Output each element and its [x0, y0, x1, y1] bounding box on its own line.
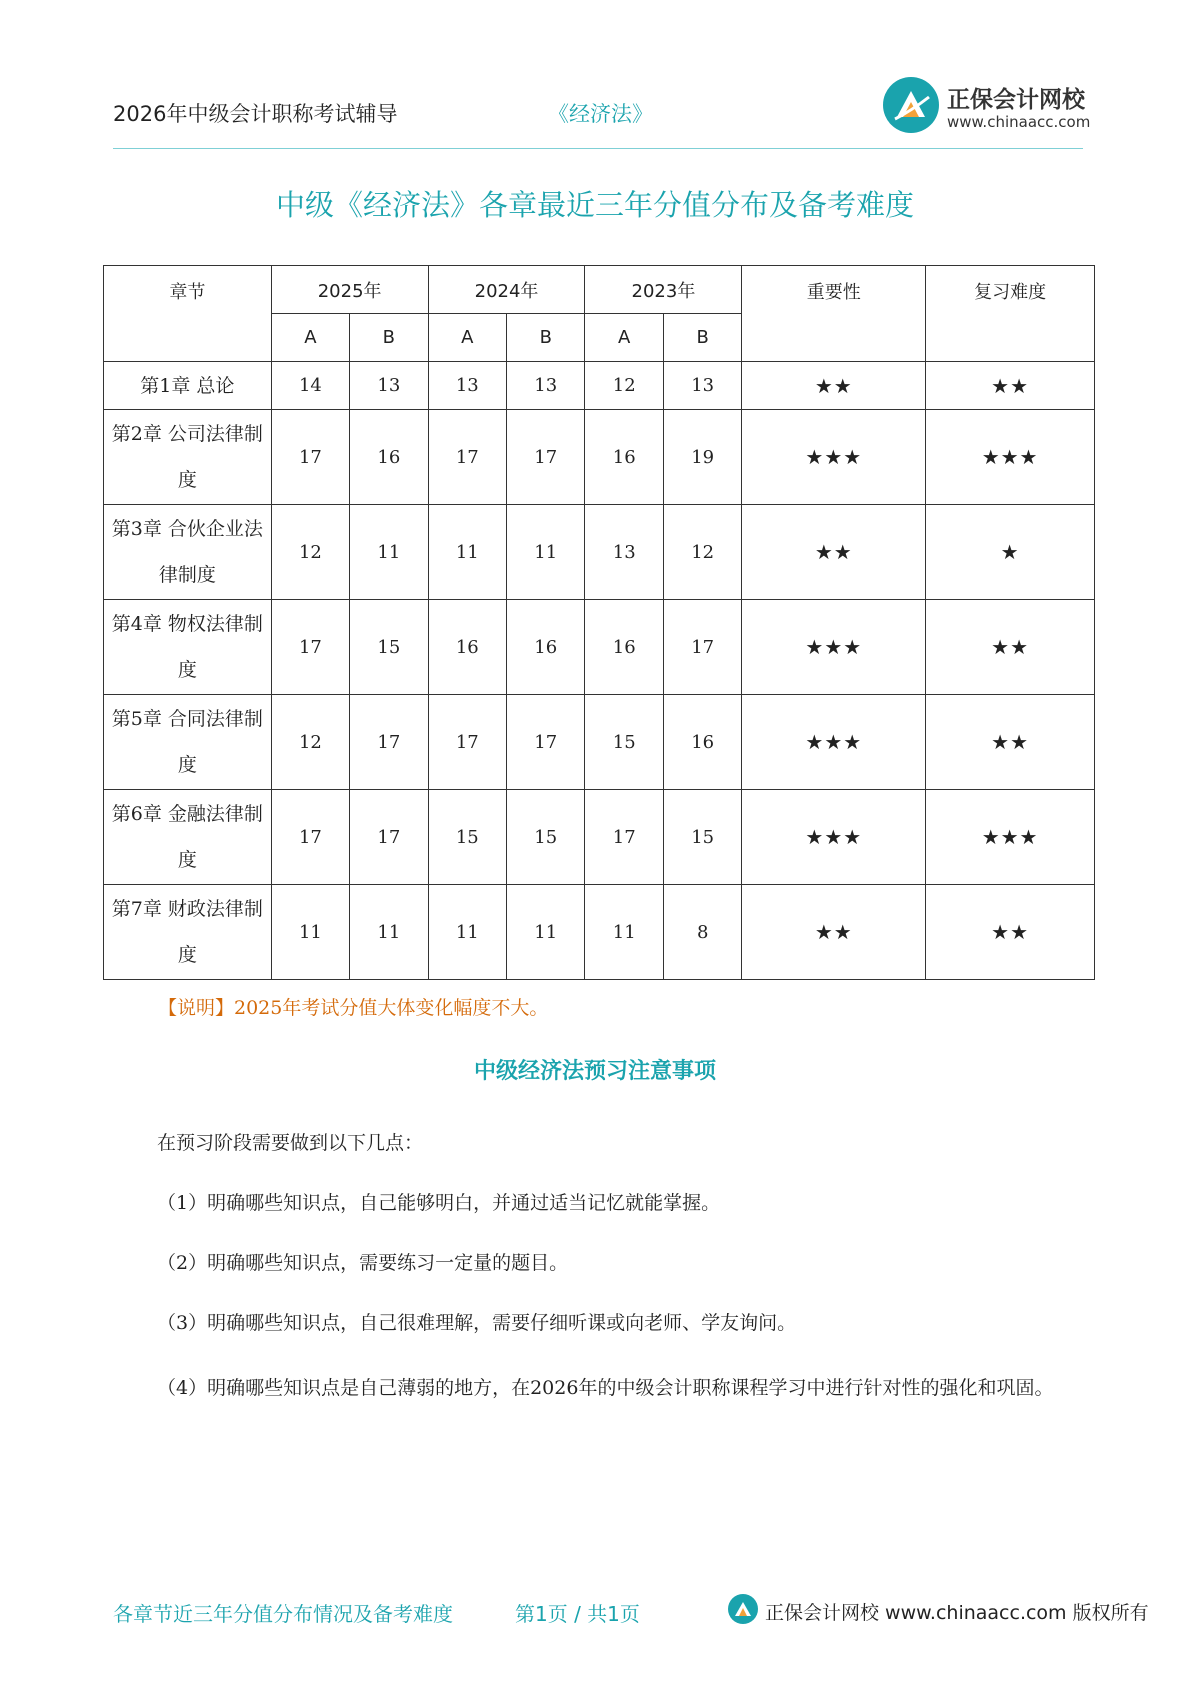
score-cell: 17 [428, 410, 506, 505]
score-cell: 8 [663, 885, 741, 980]
logo-mark-icon [883, 77, 939, 133]
difficulty-stars: ★★ [926, 885, 1095, 980]
score-cell: 12 [585, 362, 663, 410]
importance-stars: ★★ [742, 362, 926, 410]
score-cell: 15 [585, 695, 663, 790]
score-cell: 15 [350, 600, 428, 695]
chapter-cell: 第7章 财政法律制度 [104, 885, 272, 980]
table-row [104, 790, 1095, 885]
header-year-2025: 2025年 [271, 266, 428, 314]
point-4: （4）明确哪些知识点是自己薄弱的地方，在2026年的中级会计职称课程学习中进行针对性的强化和巩固。 [157, 1377, 1054, 1399]
difficulty-stars: ★★ [926, 695, 1095, 790]
score-cell: 17 [271, 600, 349, 695]
table-row [104, 600, 1095, 695]
difficulty-stars: ★★ [926, 600, 1095, 695]
header-title: 2026年中级会计职称考试辅导 [113, 102, 398, 126]
header-importance: 重要性 [742, 266, 926, 362]
footer-logo-icon [728, 1594, 758, 1624]
difficulty-stars: ★★★ [926, 410, 1095, 505]
score-cell: 15 [663, 790, 741, 885]
score-cell: 17 [507, 410, 585, 505]
score-cell: 11 [271, 885, 349, 980]
score-cell: 16 [428, 600, 506, 695]
header-year-2024: 2024年 [428, 266, 585, 314]
score-cell: 17 [663, 600, 741, 695]
chapter-cell: 第5章 合同法律制度 [104, 695, 272, 790]
score-cell: 13 [350, 362, 428, 410]
header-year-2023: 2023年 [585, 266, 742, 314]
logo-url: www.chinaacc.com [947, 113, 1091, 131]
table-row [104, 362, 1095, 410]
score-cell: 16 [663, 695, 741, 790]
score-cell: 16 [585, 600, 663, 695]
subheader-a: A [428, 314, 506, 362]
table-row [104, 885, 1095, 980]
subheader-b: B [507, 314, 585, 362]
footer-page-number: 第1页 / 共1页 [515, 1602, 640, 1626]
score-cell: 13 [585, 505, 663, 600]
difficulty-stars: ★★ [926, 362, 1095, 410]
chapter-cell: 第6章 金融法律制度 [104, 790, 272, 885]
score-cell: 13 [663, 362, 741, 410]
score-cell: 17 [585, 790, 663, 885]
subheader-b: B [663, 314, 741, 362]
subheader-a: A [585, 314, 663, 362]
score-cell: 15 [428, 790, 506, 885]
table-row [104, 410, 1095, 505]
score-cell: 13 [507, 362, 585, 410]
score-cell: 17 [271, 790, 349, 885]
score-table [103, 265, 1095, 980]
difficulty-stars: ★ [926, 505, 1095, 600]
subheader-b: B [350, 314, 428, 362]
subheader-a: A [271, 314, 349, 362]
importance-stars: ★★★ [742, 695, 926, 790]
score-cell: 16 [507, 600, 585, 695]
score-cell: 12 [663, 505, 741, 600]
score-cell: 11 [350, 885, 428, 980]
header-chapter: 章节 [104, 266, 272, 362]
chapter-cell: 第4章 物权法律制度 [104, 600, 272, 695]
importance-stars: ★★★ [742, 790, 926, 885]
score-cell: 17 [350, 695, 428, 790]
page-footer [113, 1590, 1149, 1630]
score-cell: 17 [507, 695, 585, 790]
header-difficulty: 复习难度 [926, 266, 1095, 362]
point-3: （3）明确哪些知识点，自己很难理解，需要仔细听课或向老师、学友询问。 [157, 1312, 797, 1334]
brand-logo [883, 75, 1091, 135]
chapter-cell: 第2章 公司法律制度 [104, 410, 272, 505]
score-cell: 11 [507, 505, 585, 600]
score-cell: 11 [428, 885, 506, 980]
score-cell: 15 [507, 790, 585, 885]
score-cell: 17 [271, 410, 349, 505]
point-2: （2）明确哪些知识点，需要练习一定量的题目。 [157, 1252, 569, 1274]
score-cell: 11 [428, 505, 506, 600]
importance-stars: ★★ [742, 885, 926, 980]
point-1: （1）明确哪些知识点，自己能够明白，并通过适当记忆就能掌握。 [157, 1192, 721, 1214]
header-subject: 《经济法》 [548, 102, 653, 126]
difficulty-stars: ★★★ [926, 790, 1095, 885]
importance-stars: ★★★ [742, 410, 926, 505]
table-note: 【说明】2025年考试分值大体变化幅度不大。 [158, 997, 549, 1019]
page-header [113, 70, 1091, 149]
section-title: 中级经济法预习注意事项 [473, 1059, 716, 1084]
table-row [104, 505, 1095, 600]
score-cell: 19 [663, 410, 741, 505]
logo-name: 正保会计网校 [947, 87, 1085, 113]
page-title: 中级《经济法》各章最近三年分值分布及备考难度 [275, 188, 914, 222]
score-cell: 12 [271, 695, 349, 790]
score-cell: 17 [350, 790, 428, 885]
table-row [104, 695, 1095, 790]
footer-copyright: 正保会计网校 www.chinaacc.com 版权所有 [765, 1602, 1149, 1624]
footer-title: 各章节近三年分值分布情况及备考难度 [113, 1602, 453, 1626]
score-cell: 11 [350, 505, 428, 600]
intro-paragraph: 在预习阶段需要做到以下几点： [157, 1132, 424, 1154]
score-cell: 11 [585, 885, 663, 980]
chapter-cell: 第1章 总论 [104, 362, 272, 410]
score-cell: 16 [350, 410, 428, 505]
importance-stars: ★★★ [742, 600, 926, 695]
importance-stars: ★★ [742, 505, 926, 600]
score-cell: 16 [585, 410, 663, 505]
score-cell: 12 [271, 505, 349, 600]
score-cell: 14 [271, 362, 349, 410]
chapter-cell: 第3章 合伙企业法律制度 [104, 505, 272, 600]
score-cell: 17 [428, 695, 506, 790]
score-cell: 13 [428, 362, 506, 410]
score-cell: 11 [507, 885, 585, 980]
